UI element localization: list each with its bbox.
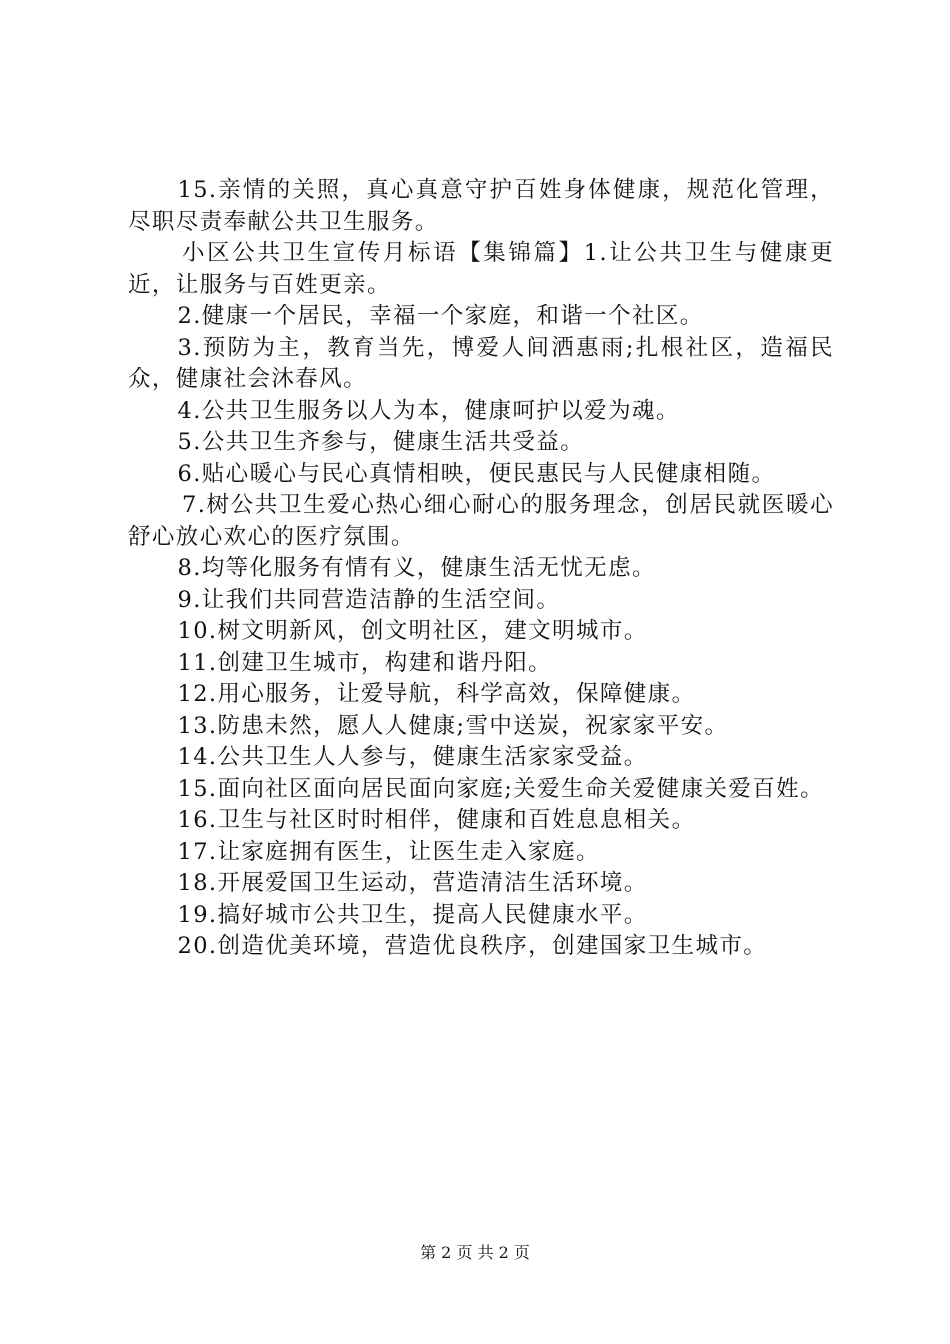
paragraph-6: 5.公共卫生齐参与，健康生活共受益。 [177,429,585,455]
paragraph-5: 4.公共卫生服务以人为本，健康呵护以爱为魂。 [177,397,680,424]
paragraph-4: 3.预防为主，教育当先，博爱人间洒惠雨;扎根社区，造福民众，健康社会沐春风。 [128,334,834,392]
paragraph-20: 19.搞好城市公共卫生，提高人民健康水平。 [177,901,648,928]
paragraph-9: 8.均等化服务有情有义，健康生活无忧无虑。 [177,555,656,581]
document-body [128,175,834,963]
paragraph-8: 7.树公共卫生爱心热心细心耐心的服务理念，创居民就医暖心舒心放心欢心的医疗氛围。 [128,492,834,550]
paragraph-15: 14.公共卫生人人参与，健康生活家家受益。 [177,744,648,770]
paragraph-11: 10.树文明新风，创文明社区，建文明城市。 [177,618,648,644]
paragraph-21: 20.创造优美环境，营造优良秩序，创建国家卫生城市。 [177,933,768,959]
paragraph-1: 15.亲情的关照，真心真意守护百姓身体健康，规范化管理，尽职尽责奉献公共卫生服务。 [128,177,834,235]
paragraph-12: 11.创建卫生城市，构建和谐丹阳。 [177,649,553,676]
paragraph-18: 17.让家庭拥有医生，让医生走入家庭。 [177,838,600,865]
page-footer: 第 2 页 共 2 页 [420,1243,530,1262]
paragraph-14: 13.防患未然，愿人人健康;雪中送炭，祝家家平安。 [177,712,729,739]
paragraph-17: 16.卫生与社区时时相伴，健康和百姓息息相关。 [177,807,696,833]
paragraph-16: 15.面向社区面向居民面向家庭;关爱生命关爱健康关爱百姓。 [177,775,824,802]
paragraph-13: 12.用心服务，让爱导航，科学高效，保障健康。 [177,681,696,707]
paragraph-10: 9.让我们共同营造洁静的生活空间。 [177,586,561,613]
paragraph-3: 2.健康一个居民，幸福一个家庭，和谐一个社区。 [177,303,704,329]
paragraph-2: 小区公共卫生宣传月标语【集锦篇】1.让公共卫生与健康更近，让服务与百姓更亲。 [128,240,834,298]
paragraph-19: 18.开展爱国卫生运动，营造清洁生活环境。 [177,870,648,896]
paragraph-7: 6.贴心暖心与民心真情相映，便民惠民与人民健康相随。 [177,460,776,487]
